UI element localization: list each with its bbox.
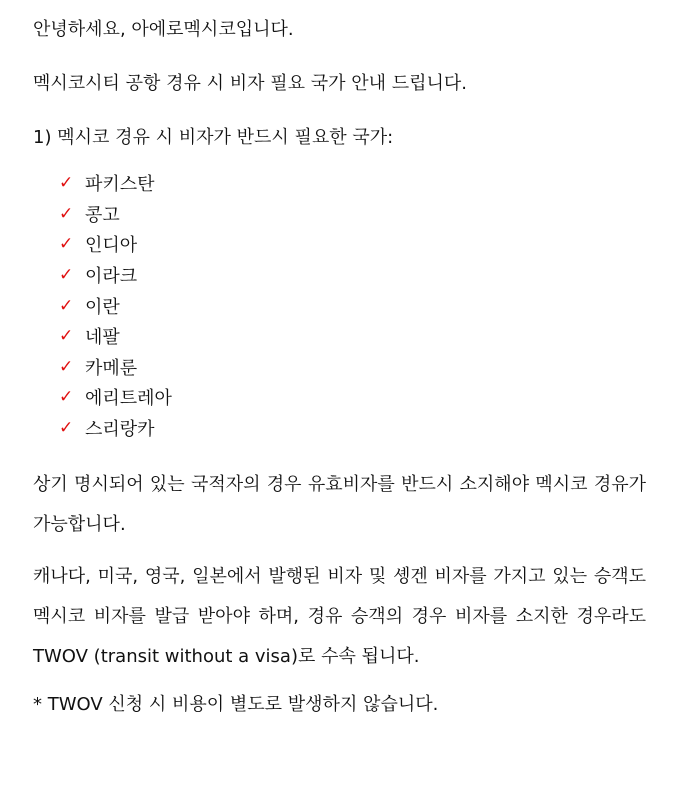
list-item [59,352,646,383]
country-name: 인디아 [85,235,138,257]
country-name: 콩고 [85,204,120,226]
list-item [59,321,646,352]
checkmark-icon: ✓ [59,356,74,377]
section-heading: 1) 멕시코 경유 시 비자가 반드시 필요한 국가: [33,127,394,148]
country-name: 이란 [85,296,120,318]
checkmark-icon: ✓ [59,234,74,255]
footnote-text: * TWOV 신청 시 비용이 별도로 발생하지 않습니다. [33,694,439,716]
country-name: 카메룬 [85,357,138,379]
checkmark-icon: ✓ [59,387,74,408]
list-item [59,168,646,199]
list-item [59,260,646,291]
twov-notice: 캐나다, 미국, 영국, 일본에서 발행된 비자 및 솅겐 비자를 가지고 있는 승객도 멕시코 비자를 발급 받아야 하며, 경유 승객의 경우 비자를 소지한 경우라도 TWOV (transit without a visa)로 수속 됩니다. [33,566,646,668]
visa-required-notice: 상기 명시되어 있는 국적자의 경우 유효비자를 반드시 소지해야 멕시코 경유가 가능합니다. [33,474,646,536]
greeting-text: 안녕하세요, 아에로멕시코입니다. [33,19,294,40]
list-item [59,382,646,413]
checkmark-icon: ✓ [59,265,74,286]
country-name: 이라크 [85,266,138,288]
list-item [59,199,646,230]
list-item [59,413,646,444]
country-name: 파키스탄 [85,174,155,196]
checkmark-icon: ✓ [59,295,74,316]
checkmark-icon: ✓ [59,418,74,439]
checkmark-icon: ✓ [59,326,74,347]
list-item [59,229,646,260]
country-list [33,168,646,443]
checkmark-icon: ✓ [59,203,74,224]
country-name: 스리랑카 [85,419,155,441]
country-name: 네팔 [85,327,120,349]
country-name: 에리트레아 [85,388,172,410]
intro-text: 멕시코시티 공항 경유 시 비자 필요 국가 안내 드립니다. [33,73,468,94]
checkmark-icon: ✓ [59,173,74,194]
list-item [59,290,646,321]
